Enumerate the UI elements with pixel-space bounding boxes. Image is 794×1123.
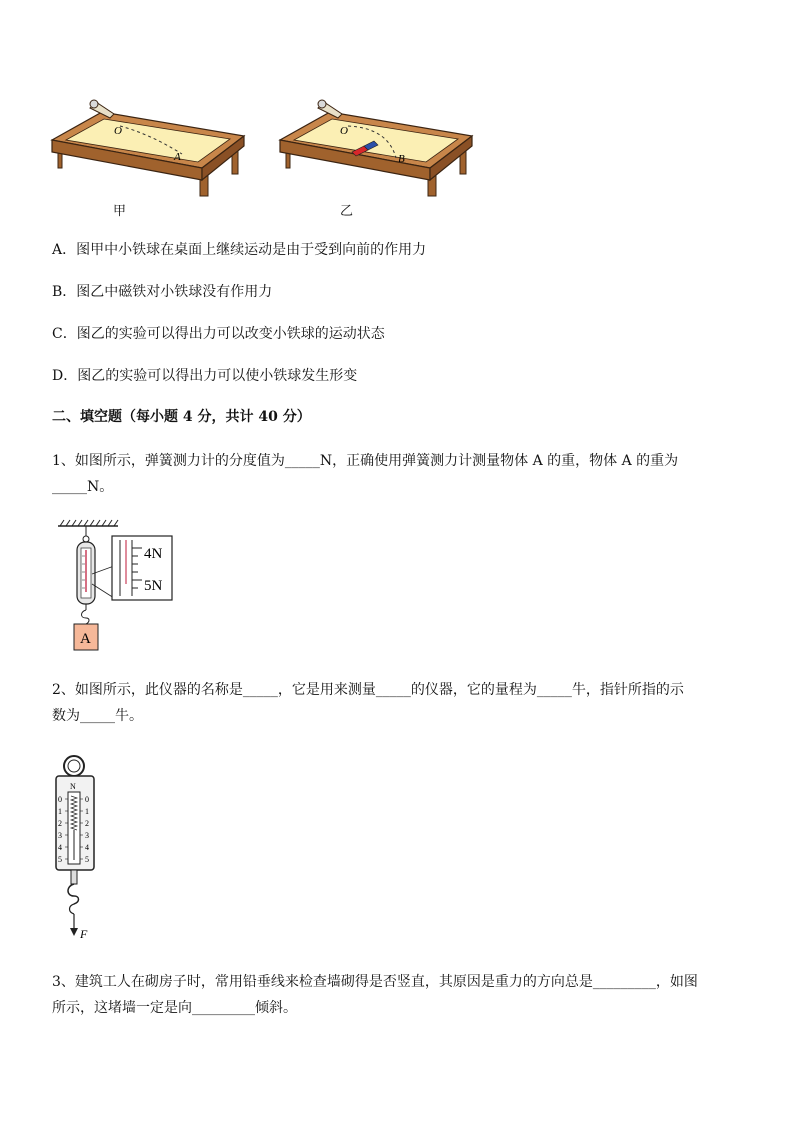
- scale-mark-4n: 4N: [144, 546, 163, 562]
- left-tick-4: 4: [58, 843, 62, 852]
- point-o-label: O: [340, 125, 348, 137]
- right-tick-1: 1: [85, 807, 89, 816]
- point-o-label: O: [114, 125, 122, 137]
- left-tick-0: 0: [58, 795, 62, 804]
- spring-scale-figure-2: [54, 754, 104, 944]
- spring-scale-figure-1: [56, 518, 180, 658]
- right-tick-0: 0: [85, 795, 89, 804]
- force-f-label: F: [80, 927, 88, 941]
- question-1-line-1: 1、如图所示，弹簧测力计的分度值为_____N，正确使用弹簧测力计测量物体 A 的重，物体 A 的重为: [52, 453, 679, 469]
- table-figure-jia: [50, 96, 250, 200]
- option-d: D．图乙的实验可以得出力可以使小铁球发生形变: [52, 368, 358, 384]
- scale-mark-5n: 5N: [144, 578, 163, 594]
- section-title: 二、填空题（每小题 4 分，共计 40 分）: [52, 409, 311, 425]
- left-tick-1: 1: [58, 807, 62, 816]
- figure-label-yi: 乙: [340, 204, 354, 219]
- question-1-line-2: _____N。: [52, 479, 114, 495]
- right-tick-5: 5: [85, 855, 89, 864]
- figure-label-jia: 甲: [113, 204, 127, 219]
- option-b: B．图乙中磁铁对小铁球没有作用力: [52, 284, 273, 300]
- right-tick-2: 2: [85, 819, 89, 828]
- option-c: C．图乙的实验可以得出力可以改变小铁球的运动状态: [52, 326, 385, 342]
- weight-a-label: A: [80, 631, 91, 647]
- question-2-line-1: 2、如图所示，此仪器的名称是_____，它是用来测量_____的仪器，它的量程为_____牛，指针所指的示: [52, 682, 684, 698]
- scale-unit-n: N: [70, 782, 76, 791]
- left-tick-3: 3: [58, 831, 62, 840]
- right-tick-3: 3: [85, 831, 89, 840]
- point-a-label: A: [174, 151, 181, 163]
- right-tick-4: 4: [85, 843, 89, 852]
- left-tick-2: 2: [58, 819, 62, 828]
- option-a: A．图甲中小铁球在桌面上继续运动是由于受到向前的作用力: [52, 242, 427, 258]
- question-3-line-2: 所示，这堵墙一定是向_________倾斜。: [52, 1000, 297, 1016]
- left-tick-5: 5: [58, 855, 62, 864]
- question-3-line-1: 3、建筑工人在砌房子时，常用铅垂线来检查墙砌得是否竖直，其原因是重力的方向总是_________，如图: [52, 974, 698, 990]
- table-figure-yi: [278, 96, 478, 200]
- point-b-label: B: [398, 153, 405, 165]
- question-2-line-2: 数为_____牛。: [52, 708, 143, 724]
